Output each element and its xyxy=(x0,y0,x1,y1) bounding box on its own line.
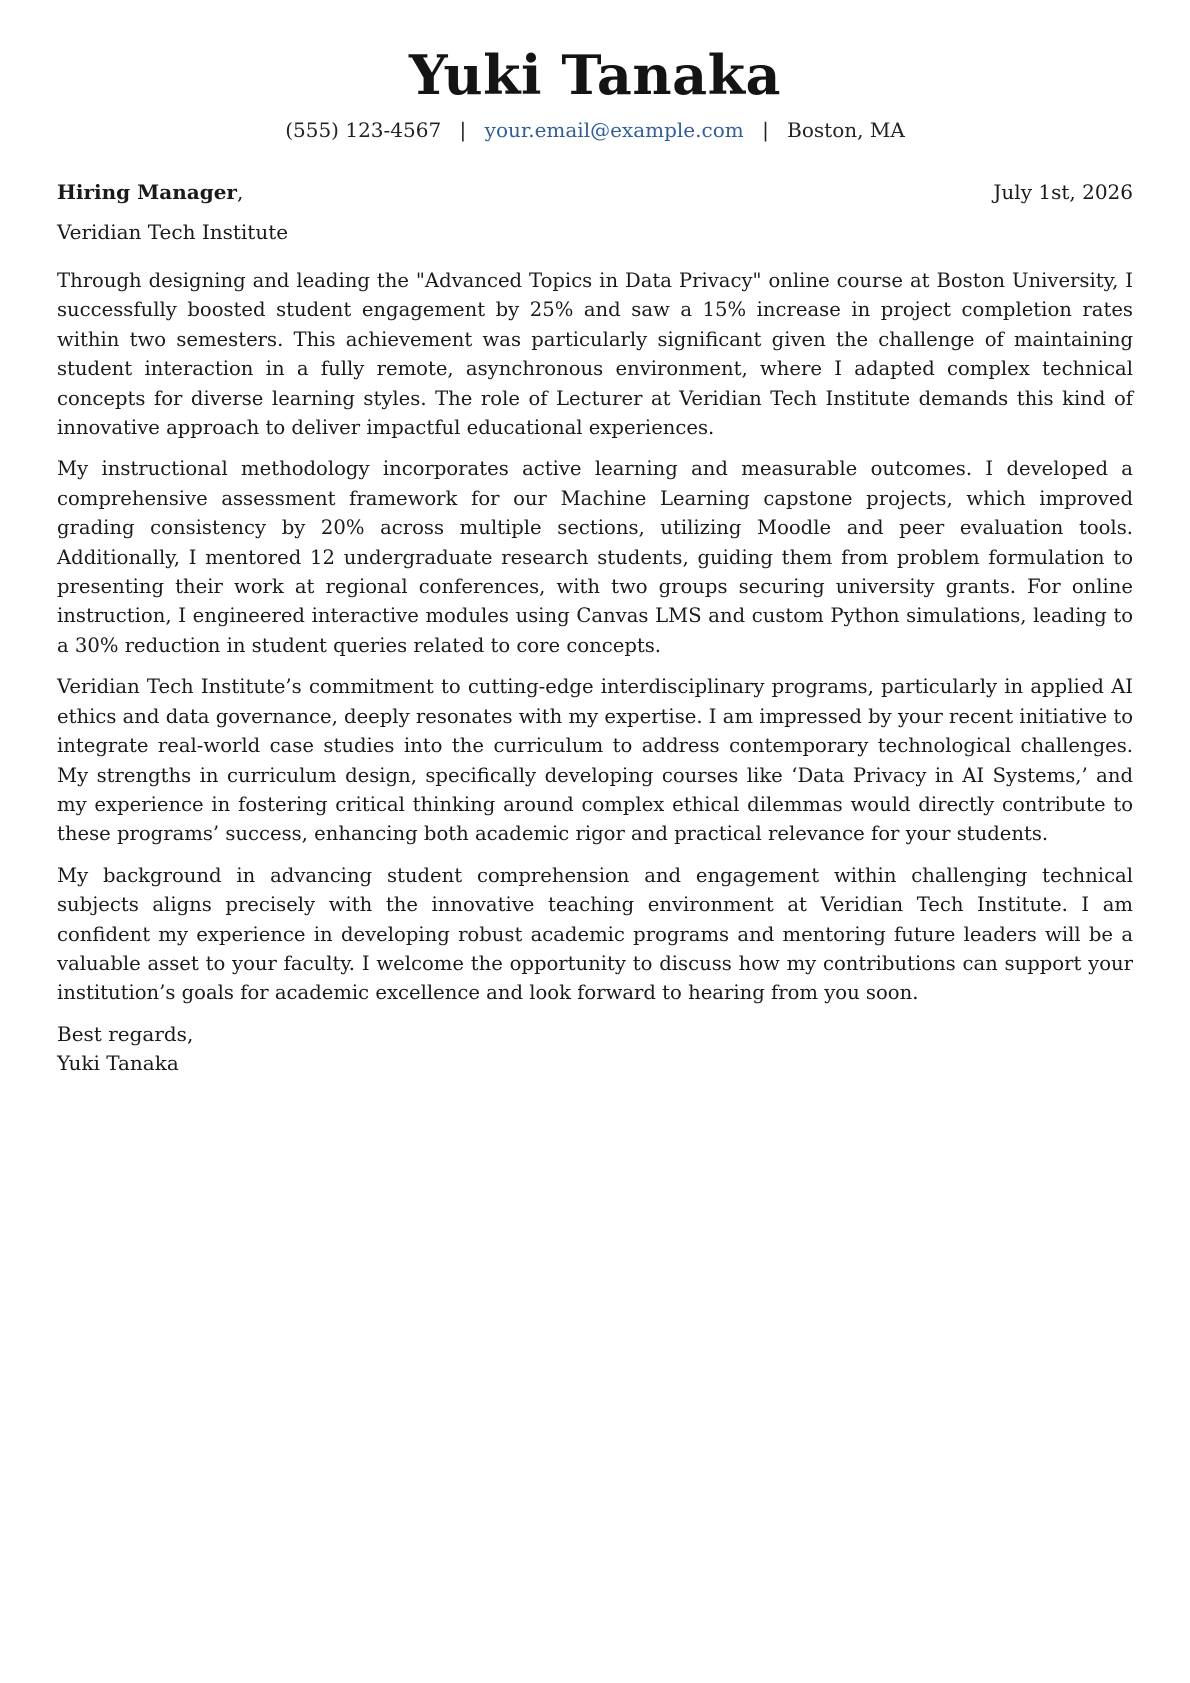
closing-salutation: Best regards, xyxy=(57,1021,194,1046)
body-paragraph: Veridian Tech Institute’s commitment to cutting-edge interdisciplinary programs, particularly in applied AI ethics and data governance, deeply resonates with my expertise. I am impressed by your recent initiative to integrate real-world case studies into the curriculum to address contemporary technological challenges. My strengths in curriculum design, specifically developing courses like ‘Data Privacy in AI Systems,’ and my experience in fostering critical thinking around complex ethical dilemmas would directly contribute to these programs’ success, enhancing both academic rigor and practical relevance for your students. xyxy=(57,675,1133,846)
letter-date: July 1st, 2026 xyxy=(993,180,1133,204)
cover-letter-page xyxy=(57,0,1133,1078)
body-paragraph: My instructional methodology incorporates active learning and measurable outcomes. I developed a comprehensive assessment framework for our Machine Learning capstone projects, which improved grading consistency by 20% across multiple sections, utilizing Moodle and peer evaluation tools. Additionally, I mentored 12 undergraduate research students, guiding them from problem formulation to presenting their work at regional conferences, with two groups securing university grants. For online instruction, I engineered interactive modules using Canvas LMS and custom Python simulations, leading to a 30% reduction in student queries related to core concepts. xyxy=(57,457,1133,657)
location: Boston, MA xyxy=(787,118,905,142)
contact-separator: | xyxy=(762,118,769,142)
letter-closing xyxy=(57,1020,1133,1078)
phone-number: (555) 123-4567 xyxy=(285,118,442,142)
contact-separator: | xyxy=(459,118,467,142)
recipient-name: Hiring Manager xyxy=(57,180,237,204)
body-paragraph: Through designing and leading the "Advanced Topics in Data Privacy" online course at Boston University, I successfully boosted student engagement by 25% and saw a 15% increase in project completion rates within two semesters. This achievement was particularly significant given the challenge of maintaining student interaction in a fully remote, asynchronous environment, where I adapted complex technical concepts for diverse learning styles. The role of Lecturer at Veridian Tech Institute demands this kind of innovative approach to deliver impactful educational experiences. xyxy=(57,269,1133,440)
applicant-name: Yuki Tanaka xyxy=(408,43,781,107)
closing-signature: Yuki Tanaka xyxy=(57,1050,179,1075)
contact-line xyxy=(57,118,1133,142)
email-link[interactable]: your.email@example.com xyxy=(484,118,744,142)
recipient-organization: Veridian Tech Institute xyxy=(57,220,289,244)
recipient-line xyxy=(57,180,243,204)
letter-body xyxy=(57,266,1133,1008)
body-paragraph: My background in advancing student comprehension and engagement within challenging technical subjects aligns precisely with the innovative teaching environment at Veridian Tech Institute. I am confident my experience in developing robust academic programs and mentoring future leaders will be a valuable asset to your faculty. I welcome the opportunity to discuss how my contributions can support your institution’s goals for academic excellence and look forward to hearing from you soon. xyxy=(57,863,1133,1005)
recipient-date-row xyxy=(57,180,1133,204)
recipient-name-suffix: , xyxy=(236,180,244,204)
